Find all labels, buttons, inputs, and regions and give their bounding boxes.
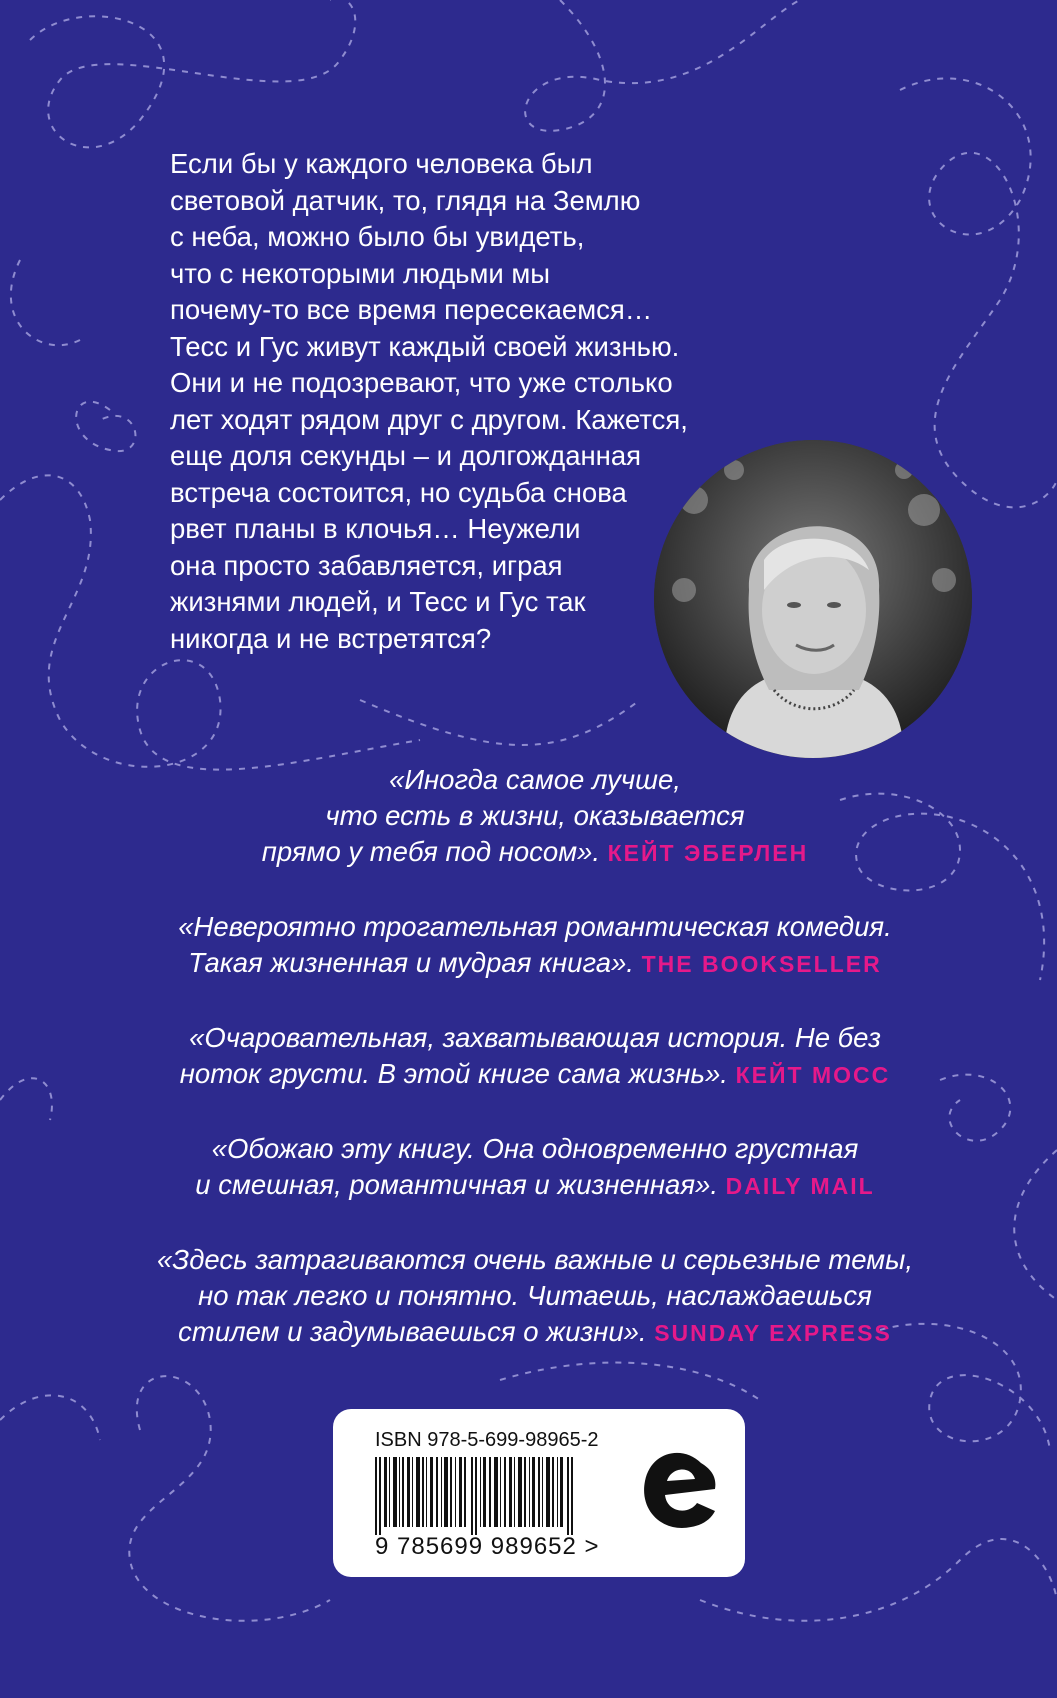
- description-line: встреча состоится, но судьба снова: [170, 476, 627, 508]
- review-quote: [150, 1131, 920, 1204]
- description-line: световой датчик, то, глядя на Землю: [170, 184, 641, 216]
- author-photo: [654, 440, 972, 758]
- review-quote: [150, 762, 920, 871]
- quote-line: «Здесь затрагиваются очень важные и серьезные темы,: [157, 1244, 913, 1275]
- book-description: [170, 146, 730, 657]
- quote-line: «Иногда самое лучше,: [389, 764, 681, 795]
- review-quote: [150, 909, 920, 982]
- quote-line: Такая жизненная и мудрая книга».: [188, 947, 634, 978]
- barcode-icon: [375, 1457, 575, 1535]
- author-portrait-icon: [654, 440, 972, 758]
- description-line: рвет планы в клочья… Неужели: [170, 513, 581, 544]
- quote-line: стилем и задумываешься о жизни».: [178, 1316, 647, 1347]
- quote-line: «Очаровательная, захватывающая история. Не без: [189, 1022, 881, 1053]
- description-line: Тесс и Гус живут каждый своей жизнью.: [170, 330, 680, 362]
- description-line: что с некоторыми людьми мы: [170, 257, 551, 289]
- barcode-panel: [333, 1409, 745, 1577]
- quote-line: «Невероятно трогательная романтическая комедия.: [178, 911, 892, 942]
- review-quotes: [150, 762, 920, 1389]
- quote-line: прямо у тебя под носом».: [261, 836, 600, 867]
- description-line: почему-то все время пересекаемся…: [170, 294, 653, 325]
- review-quote: [150, 1242, 920, 1351]
- quote-source: DAILY MAIL: [725, 1173, 875, 1199]
- isbn-label: ISBN 978-5-699-98965-2: [375, 1429, 599, 1451]
- quote-source: SUNDAY EXPRESS: [654, 1320, 892, 1346]
- quote-line: ноток грусти. В этой книге сама жизнь».: [179, 1058, 728, 1089]
- quote-line: «Обожаю эту книгу. Она одновременно грустная: [211, 1133, 859, 1164]
- description-line: Они и не подозревают, что уже столько: [170, 367, 673, 398]
- description-line: с неба, можно было бы увидеть,: [170, 221, 585, 252]
- description-line: жизнями людей, и Тесс и Гус так: [170, 586, 586, 617]
- eksmo-logo-icon: [633, 1441, 723, 1545]
- description-line: лет ходят рядом друг с другом. Кажется,: [170, 403, 688, 435]
- barcode-digits: 9 785699 989652 >: [375, 1533, 600, 1560]
- quote-source: КЕЙТ ЭБЕРЛЕН: [607, 840, 809, 866]
- quote-line: что есть в жизни, оказывается: [325, 800, 745, 831]
- description-line: никогда и не встретятся?: [170, 622, 492, 654]
- quote-source: THE BOOKSELLER: [641, 951, 882, 977]
- quote-line: но так легко и понятно. Читаешь, наслаждаешься: [198, 1280, 872, 1311]
- description-line: еще доля секунды – и долгожданная: [170, 440, 642, 471]
- quote-source: КЕЙТ МОСС: [735, 1062, 891, 1088]
- description-line: она просто забавляется, играя: [170, 549, 563, 581]
- review-quote: [150, 1020, 920, 1093]
- description-line: Если бы у каждого человека был: [170, 148, 593, 179]
- quote-line: и смешная, романтичная и жизненная».: [195, 1169, 718, 1200]
